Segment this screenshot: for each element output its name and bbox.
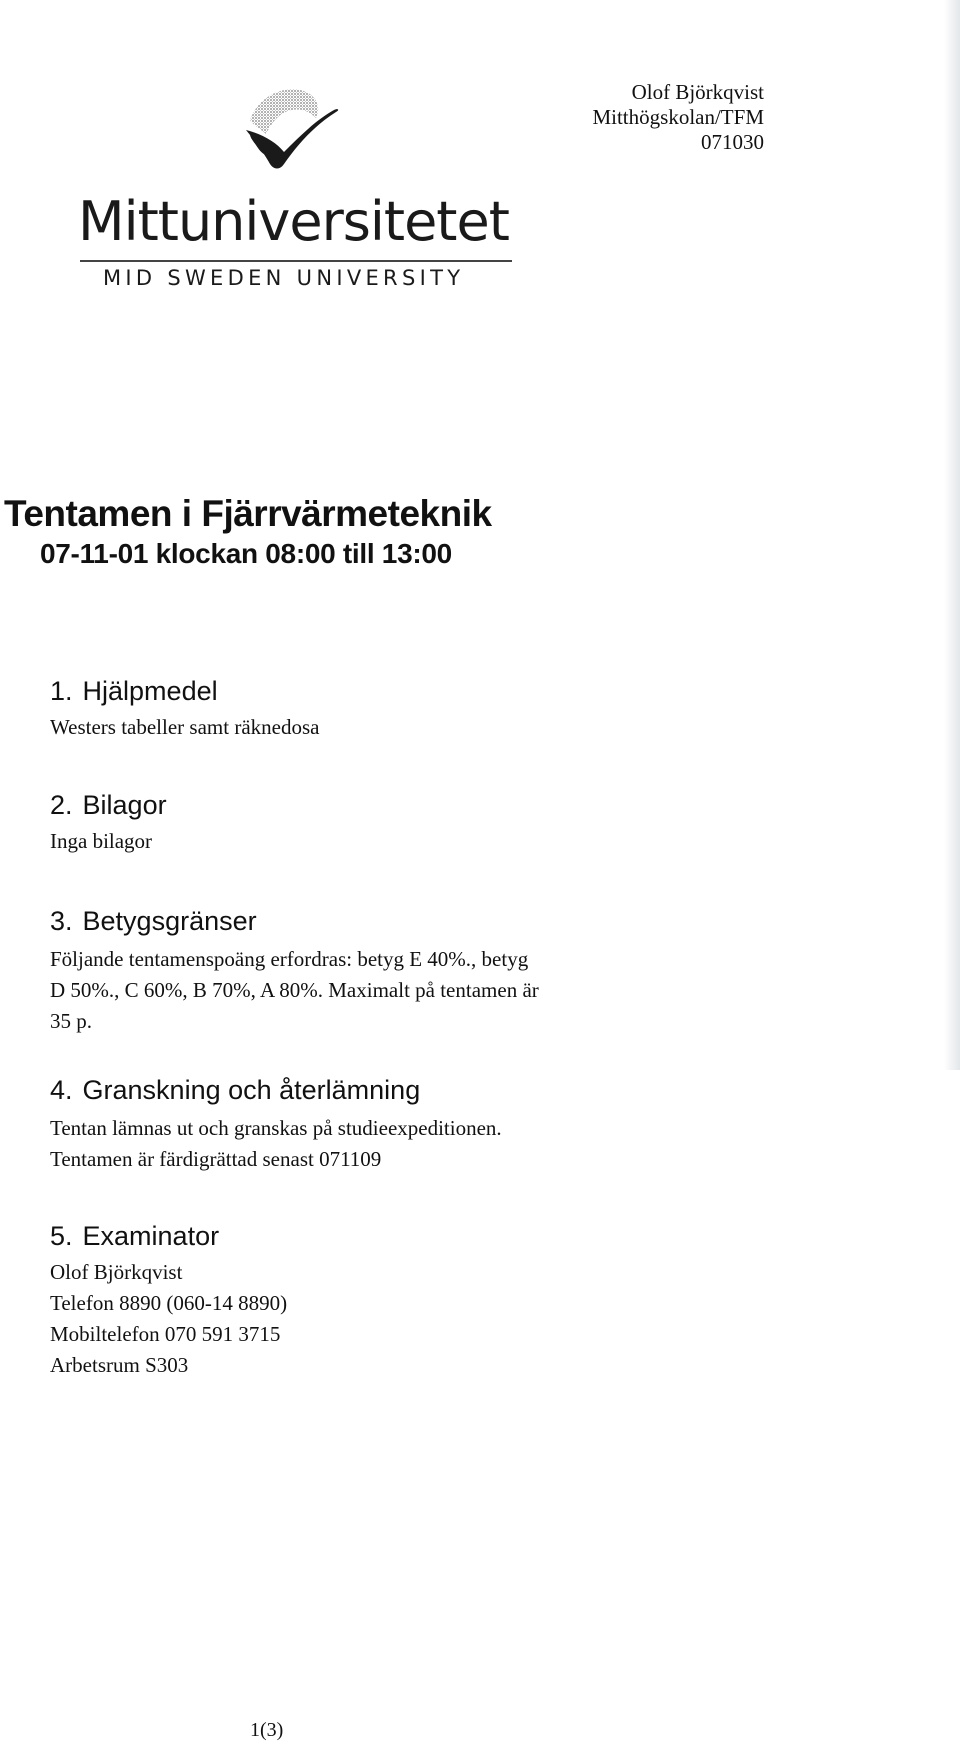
header-info: [592, 80, 764, 155]
section-number: 3.: [50, 906, 73, 936]
section-line: 35 p.: [50, 1009, 92, 1033]
page-number: 1(3): [250, 1719, 284, 1741]
section-number: 5.: [50, 1221, 73, 1251]
section-line: Inga bilagor: [50, 829, 153, 853]
scan-edge: [944, 0, 960, 1070]
section-number: 4.: [50, 1075, 73, 1105]
header-department: Mitthögskolan/TFM: [592, 105, 764, 129]
section-review-return: [50, 1073, 502, 1175]
logo-divider: [80, 260, 512, 262]
section-heading: [50, 674, 319, 708]
section-heading: [50, 1073, 502, 1107]
section-body: [50, 712, 319, 743]
section-grade-limits: [50, 904, 539, 1037]
header-author: Olof Björkqvist: [631, 80, 764, 104]
university-emblem-icon: [240, 78, 350, 188]
section-line: Följande tentamenspoäng erfordras: betyg E 40%., betyg: [50, 947, 529, 971]
section-line: D 50%., C 60%, B 70%, A 80%. Maximalt på tentamen är: [50, 978, 539, 1002]
section-title: Bilagor: [82, 790, 167, 820]
section-title: Granskning och återlämning: [82, 1075, 421, 1105]
university-name: Mittuniversitetet: [78, 190, 509, 253]
header-date-code: 071030: [701, 130, 764, 154]
section-body: [50, 1257, 287, 1381]
exam-title: Tentamen i Fjärrvärmeteknik: [4, 493, 492, 534]
section-title: Betygsgränser: [82, 906, 257, 936]
university-subtitle: MID SWEDEN UNIVERSITY: [103, 266, 465, 290]
examiner-mobile: Mobiltelefon 070 591 3715: [50, 1322, 281, 1346]
examiner-office: Arbetsrum S303: [50, 1353, 189, 1377]
section-line: Tentan lämnas ut och granskas på studieexpeditionen.: [50, 1116, 502, 1140]
section-examiner: [50, 1219, 287, 1381]
section-heading: [50, 1219, 287, 1253]
section-line: Westers tabeller samt räknedosa: [50, 715, 320, 739]
section-heading: [50, 788, 167, 822]
section-number: 1.: [50, 676, 73, 706]
exam-datetime: 07-11-01 klockan 08:00 till 13:00: [40, 538, 452, 569]
examiner-phone: Telefon 8890 (060-14 8890): [50, 1291, 288, 1315]
section-attachments: [50, 788, 167, 857]
section-title: Hjälpmedel: [82, 676, 218, 706]
section-heading: [50, 904, 539, 938]
examiner-name: Olof Björkqvist: [50, 1260, 183, 1284]
section-number: 2.: [50, 790, 73, 820]
section-body: [50, 826, 167, 857]
section-title: Examinator: [82, 1221, 220, 1251]
section-aids: [50, 674, 319, 743]
section-body: [50, 1113, 502, 1175]
section-body: [50, 944, 539, 1037]
section-line: Tentamen är färdigrättad senast 071109: [50, 1147, 382, 1171]
